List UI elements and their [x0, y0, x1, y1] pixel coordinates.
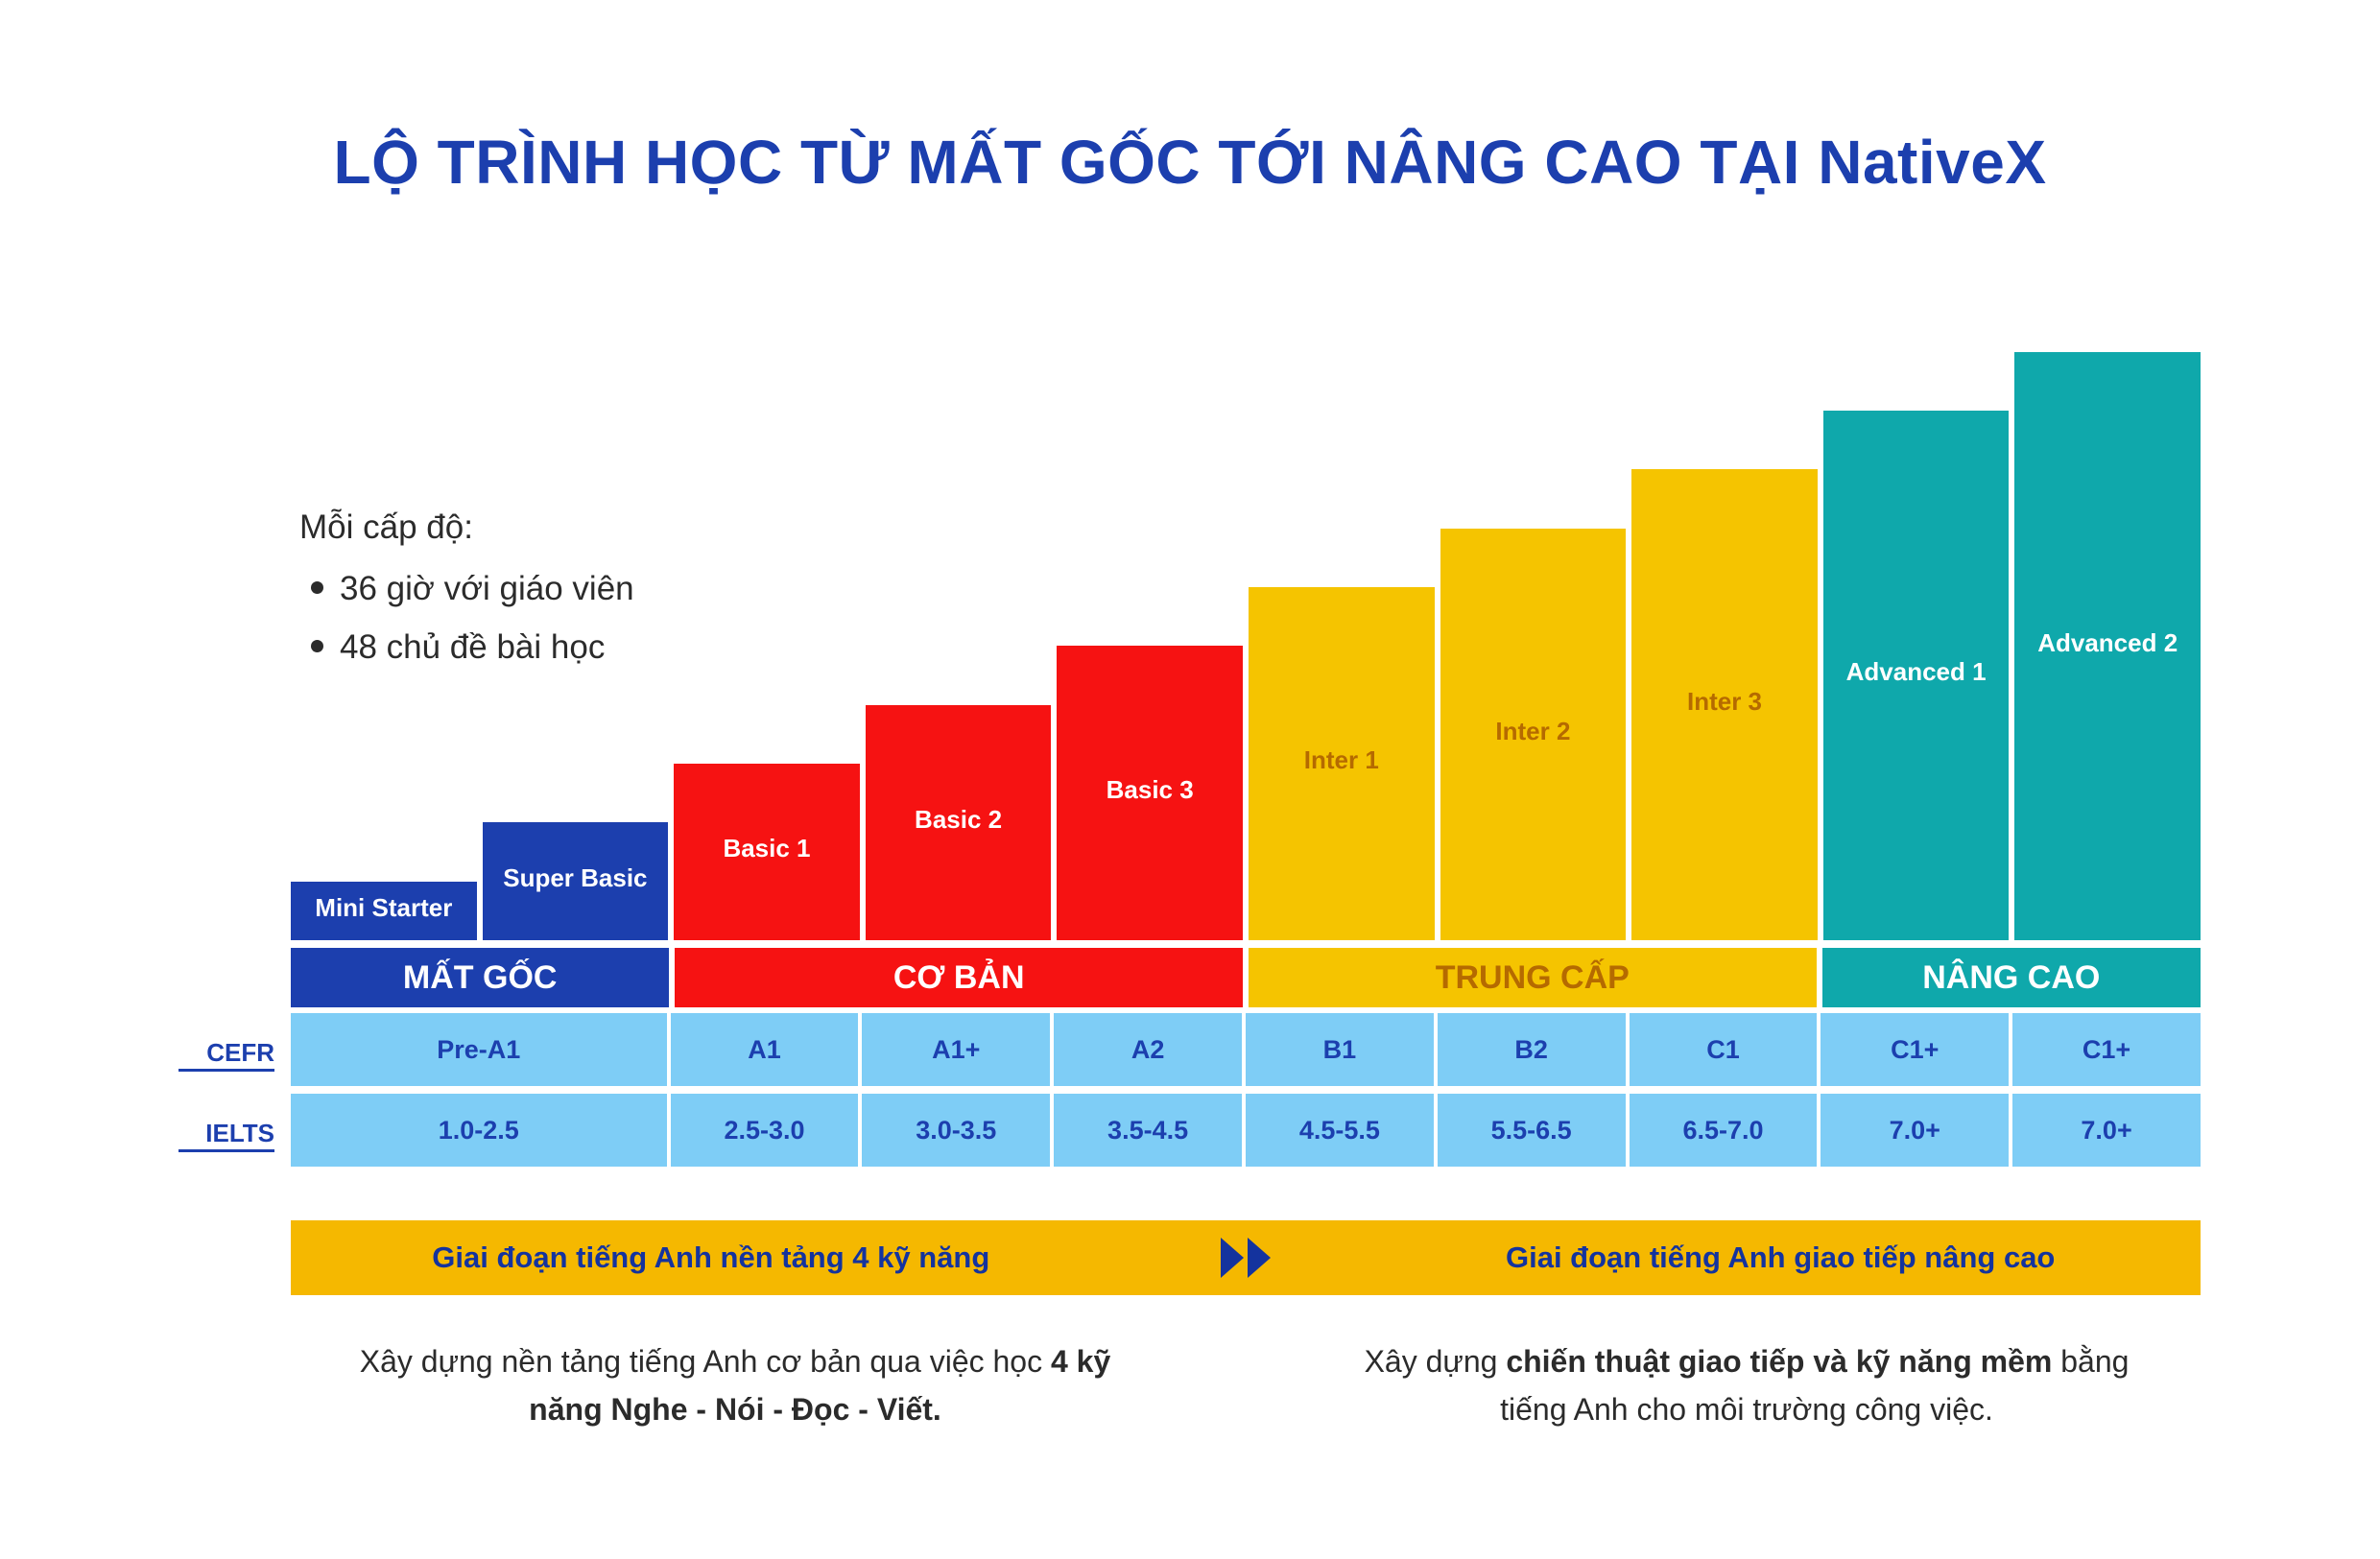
bar-label: Inter 2	[1495, 716, 1571, 745]
bar-inter-2	[1440, 529, 1627, 940]
ielts-scale-row	[291, 1094, 2201, 1167]
ielts-cell: 4.5-5.5	[1246, 1094, 1438, 1167]
phase-right-label: Giai đoạn tiếng Anh giao tiếp nâng cao	[1505, 1240, 2056, 1274]
bar-label: Basic 3	[1106, 775, 1194, 805]
caption-right	[1334, 1338, 2159, 1433]
bar-inter-1	[1249, 587, 1435, 940]
cefr-cell: C1+	[2012, 1013, 2201, 1086]
caption-right-text-1: Xây dựng	[1364, 1344, 1507, 1379]
band-nâng-cao: NÂNG CAO	[1822, 948, 2201, 1007]
cefr-cell: C1	[1630, 1013, 1821, 1086]
bar-inter-3	[1631, 469, 1818, 940]
ielts-row-underline	[178, 1149, 274, 1152]
bar-label: Mini Starter	[315, 892, 453, 922]
arrow-2	[1248, 1238, 1271, 1278]
caption-left	[351, 1338, 1119, 1433]
ielts-cell: 1.0-2.5	[291, 1094, 671, 1167]
band-trung-cấp: TRUNG CẤP	[1249, 948, 1822, 1007]
bar-basic-2	[866, 705, 1052, 940]
caption-right-bold: chiến thuật giao tiếp và kỹ năng mềm	[1506, 1344, 2053, 1379]
list-item: 36 giờ với giáo viên	[340, 563, 634, 615]
cefr-cell: B1	[1246, 1013, 1438, 1086]
band-cơ-bản: CƠ BẢN	[675, 948, 1249, 1007]
bar-label: Basic 2	[915, 804, 1003, 834]
cefr-scale-row	[291, 1013, 2201, 1086]
cefr-cell: B2	[1438, 1013, 1630, 1086]
bar-label: Inter 1	[1303, 745, 1379, 775]
ielts-cell: 6.5-7.0	[1630, 1094, 1821, 1167]
bar-label: Inter 3	[1686, 687, 1762, 717]
bar-label: Super Basic	[503, 863, 648, 893]
bar-advanced-1	[1823, 411, 2010, 940]
arrow-1	[1221, 1238, 1244, 1278]
caption-right-text-2: bằng tiếng Anh cho môi trường công việc.	[1500, 1344, 2130, 1427]
ielts-cell: 3.0-3.5	[862, 1094, 1054, 1167]
caption-left-bold: 4 kỹ năng Nghe - Nói - Đọc - Viết.	[529, 1344, 1111, 1427]
band-mất-gốc: MẤT GỐC	[291, 948, 675, 1007]
cefr-cell: Pre-A1	[291, 1013, 671, 1086]
list-item: 48 chủ đề bài học	[340, 622, 634, 673]
phase-banner	[291, 1220, 2201, 1295]
cefr-cell: A1	[671, 1013, 863, 1086]
level-note-heading: Mỗi cấp độ:	[299, 508, 473, 546]
ielts-cell: 2.5-3.0	[671, 1094, 863, 1167]
ielts-cell: 7.0+	[2012, 1094, 2201, 1167]
bar-label: Advanced 2	[2037, 627, 2178, 657]
cefr-cell: A1+	[862, 1013, 1054, 1086]
ielts-cell: 7.0+	[1821, 1094, 2012, 1167]
phase-left-label: Giai đoạn tiếng Anh nền tảng 4 kỹ năng	[432, 1240, 990, 1274]
caption-left-text: Xây dựng nền tảng tiếng Anh cơ bản qua việc học	[359, 1344, 1051, 1379]
ielts-row-label: IELTS	[205, 1119, 274, 1147]
levels-bar-chart	[291, 317, 2201, 940]
cefr-row-label: CEFR	[206, 1038, 274, 1067]
bar-mini-starter	[291, 882, 477, 940]
ielts-cell: 3.5-4.5	[1054, 1094, 1246, 1167]
page-title: LỘ TRÌNH HỌC TỪ MẤT GỐC TỚI NÂNG CAO TẠI NativeX	[333, 128, 2047, 197]
bar-super-basic	[483, 822, 669, 940]
ielts-cell: 5.5-6.5	[1438, 1094, 1630, 1167]
bar-basic-3	[1057, 646, 1243, 940]
cefr-cell: A2	[1054, 1013, 1246, 1086]
bar-basic-1	[674, 764, 860, 940]
cefr-row-underline	[178, 1069, 274, 1072]
double-chevron-right-icon	[1131, 1238, 1361, 1278]
bar-label: Advanced 1	[1845, 657, 1987, 687]
bar-label: Basic 1	[723, 834, 811, 863]
bar-advanced-2	[2014, 352, 2201, 940]
cefr-cell: C1+	[1821, 1013, 2012, 1086]
level-band-row	[291, 948, 2201, 1007]
